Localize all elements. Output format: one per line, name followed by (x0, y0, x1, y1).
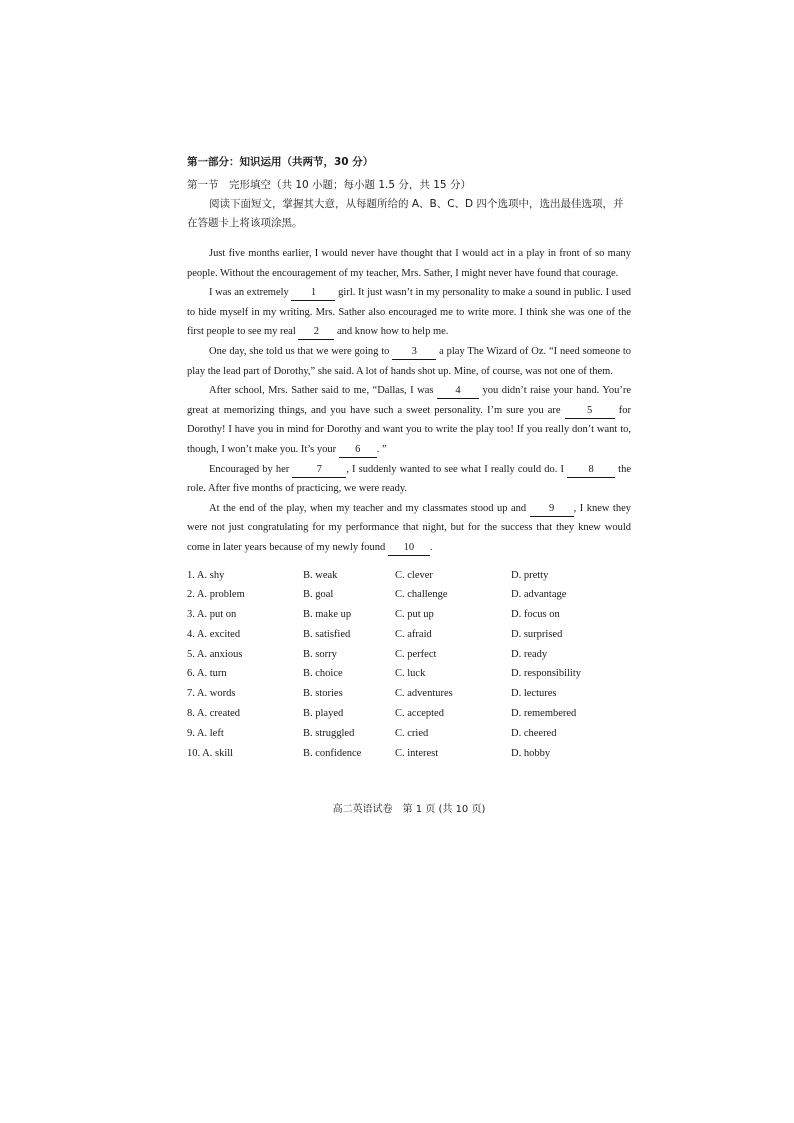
blank-7: 7 (292, 463, 346, 478)
option-b: B. weak (303, 569, 338, 581)
option-b: B. struggled (303, 727, 355, 739)
option-c: C. adventures (395, 688, 453, 700)
option-c: C. afraid (395, 628, 432, 640)
passage-text: a play The Wizard of Oz. “I need someone to play the lead part of Dorothy,” she said. A lot of hands shot up. Mine, of course, was not one of them. (187, 345, 632, 377)
option-a: 2. A. problem (187, 589, 245, 601)
blank-10: 10 (388, 541, 430, 556)
options-list (187, 570, 631, 768)
option-b: B. confidence (303, 747, 362, 759)
option-c: C. put up (395, 609, 434, 621)
option-b: B. sorry (303, 648, 337, 660)
option-row (187, 708, 631, 728)
option-b: B. stories (303, 688, 343, 700)
passage-text: girl. It just wasn’t in my personality to make a sound in public. I used to hide myself in my writing. Mrs. Sather also encouraged me to write more. I think she was one of the first people to see my real (187, 287, 632, 338)
exam-page (187, 152, 631, 767)
option-a: 10. A. skill (187, 747, 234, 759)
option-c: C. perfect (395, 648, 437, 660)
passage-text: , I knew they were not just congratulating for my performance that night, but for the success that they knew would come in later years because of my newly found (187, 502, 631, 553)
option-d: D. focus on (511, 609, 560, 621)
passage-text: One day, she told us that we were going to (209, 345, 390, 357)
blank-5: 5 (565, 404, 615, 419)
part-title: 第一部分：知识运用（共两节，30 分） (187, 156, 374, 168)
blank-6: 6 (339, 443, 377, 458)
passage-text: . ” (376, 443, 387, 455)
option-c: C. cried (395, 727, 429, 739)
passage-paragraph-5 (187, 460, 631, 499)
passage-text: After school, Mrs. Sather said to me, “Dallas, I was (209, 385, 434, 397)
option-d: D. cheered (511, 727, 557, 739)
blank-9: 9 (530, 502, 574, 517)
option-a: 1. A. shy (187, 569, 225, 581)
option-b: B. make up (303, 609, 352, 621)
section-title: 第一节 完形填空（共 10 小题；每小题 1.5 分，共 15 分） (187, 179, 471, 191)
option-d: D. ready (511, 648, 548, 660)
option-row (187, 688, 631, 708)
option-a: 7. A. words (187, 688, 236, 700)
option-a: 8. A. created (187, 708, 241, 720)
option-c: C. interest (395, 747, 439, 759)
option-a: 4. A. excited (187, 628, 241, 640)
passage-text: . (429, 541, 433, 553)
option-a: 3. A. put on (187, 609, 237, 621)
passage-text: Just five months earlier, I would never have thought that I would act in a play in front of so many people. Without the encouragement of my teacher, Mrs. Sather, I might never have found that courage. (187, 248, 631, 279)
blank-2: 2 (298, 325, 334, 340)
option-b: B. goal (303, 589, 334, 601)
option-d: D. responsibility (511, 668, 581, 680)
option-c: C. accepted (395, 708, 444, 720)
passage-paragraph-4 (187, 381, 631, 459)
option-d: D. hobby (511, 747, 551, 759)
option-b: B. played (303, 708, 344, 720)
option-d: D. remembered (511, 708, 577, 720)
blank-4: 4 (437, 384, 479, 399)
option-d: D. lectures (511, 688, 557, 700)
option-b: B. choice (303, 668, 343, 680)
blank-8: 8 (567, 463, 615, 478)
option-c: C. challenge (395, 589, 448, 601)
option-row (187, 570, 631, 590)
option-row (187, 728, 631, 748)
passage-text: Encouraged by her (209, 463, 290, 475)
passage-text: I was an extremely (209, 287, 289, 299)
option-row (187, 589, 631, 609)
option-row (187, 668, 631, 688)
option-row (187, 629, 631, 649)
blank-3: 3 (392, 345, 436, 360)
passage-text: you didn’t raise your hand. You’re great at memorizing things, and you have such a sweet personality. I’m sure you are (187, 385, 632, 416)
option-a: 5. A. anxious (187, 648, 243, 660)
passage-paragraph-1 (187, 244, 631, 283)
passage-paragraph-2 (187, 283, 631, 342)
blank-1: 1 (291, 286, 335, 301)
passage-text: and know how to help me. (337, 326, 449, 338)
instruction-text: 阅读下面短文，掌握其大意，从每题所给的 A、B、C、D 四个选项中，选出最佳选项，并在答题卡上将该项涂黑。 (187, 198, 624, 229)
option-d: D. pretty (511, 569, 549, 581)
option-d: D. advantage (511, 589, 567, 601)
passage-text: for Dorothy! I have you in mind for Dorothy and want you to write the play too! If you really don’t want to, though, I won’t make you. It’s your (187, 404, 632, 455)
passage-paragraph-3 (187, 342, 631, 381)
option-c: C. clever (395, 569, 433, 581)
passage-text: the role. After five months of practicing, we were ready. (187, 463, 631, 495)
option-c: C. luck (395, 668, 426, 680)
option-d: D. surprised (511, 628, 563, 640)
passage-text: , I suddenly wanted to see what I really could do. I (346, 463, 564, 475)
option-row (187, 609, 631, 629)
option-row (187, 748, 631, 768)
option-a: 6. A. turn (187, 668, 227, 680)
passage-text: At the end of the play, when my teacher and my classmates stood up and (209, 502, 527, 514)
option-a: 9. A. left (187, 727, 224, 739)
option-row (187, 649, 631, 669)
page-footer: 高二英语试卷 第 1 页 (共 10 页) (332, 804, 486, 815)
passage-paragraph-6 (187, 499, 631, 558)
option-b: B. satisfied (303, 628, 351, 640)
